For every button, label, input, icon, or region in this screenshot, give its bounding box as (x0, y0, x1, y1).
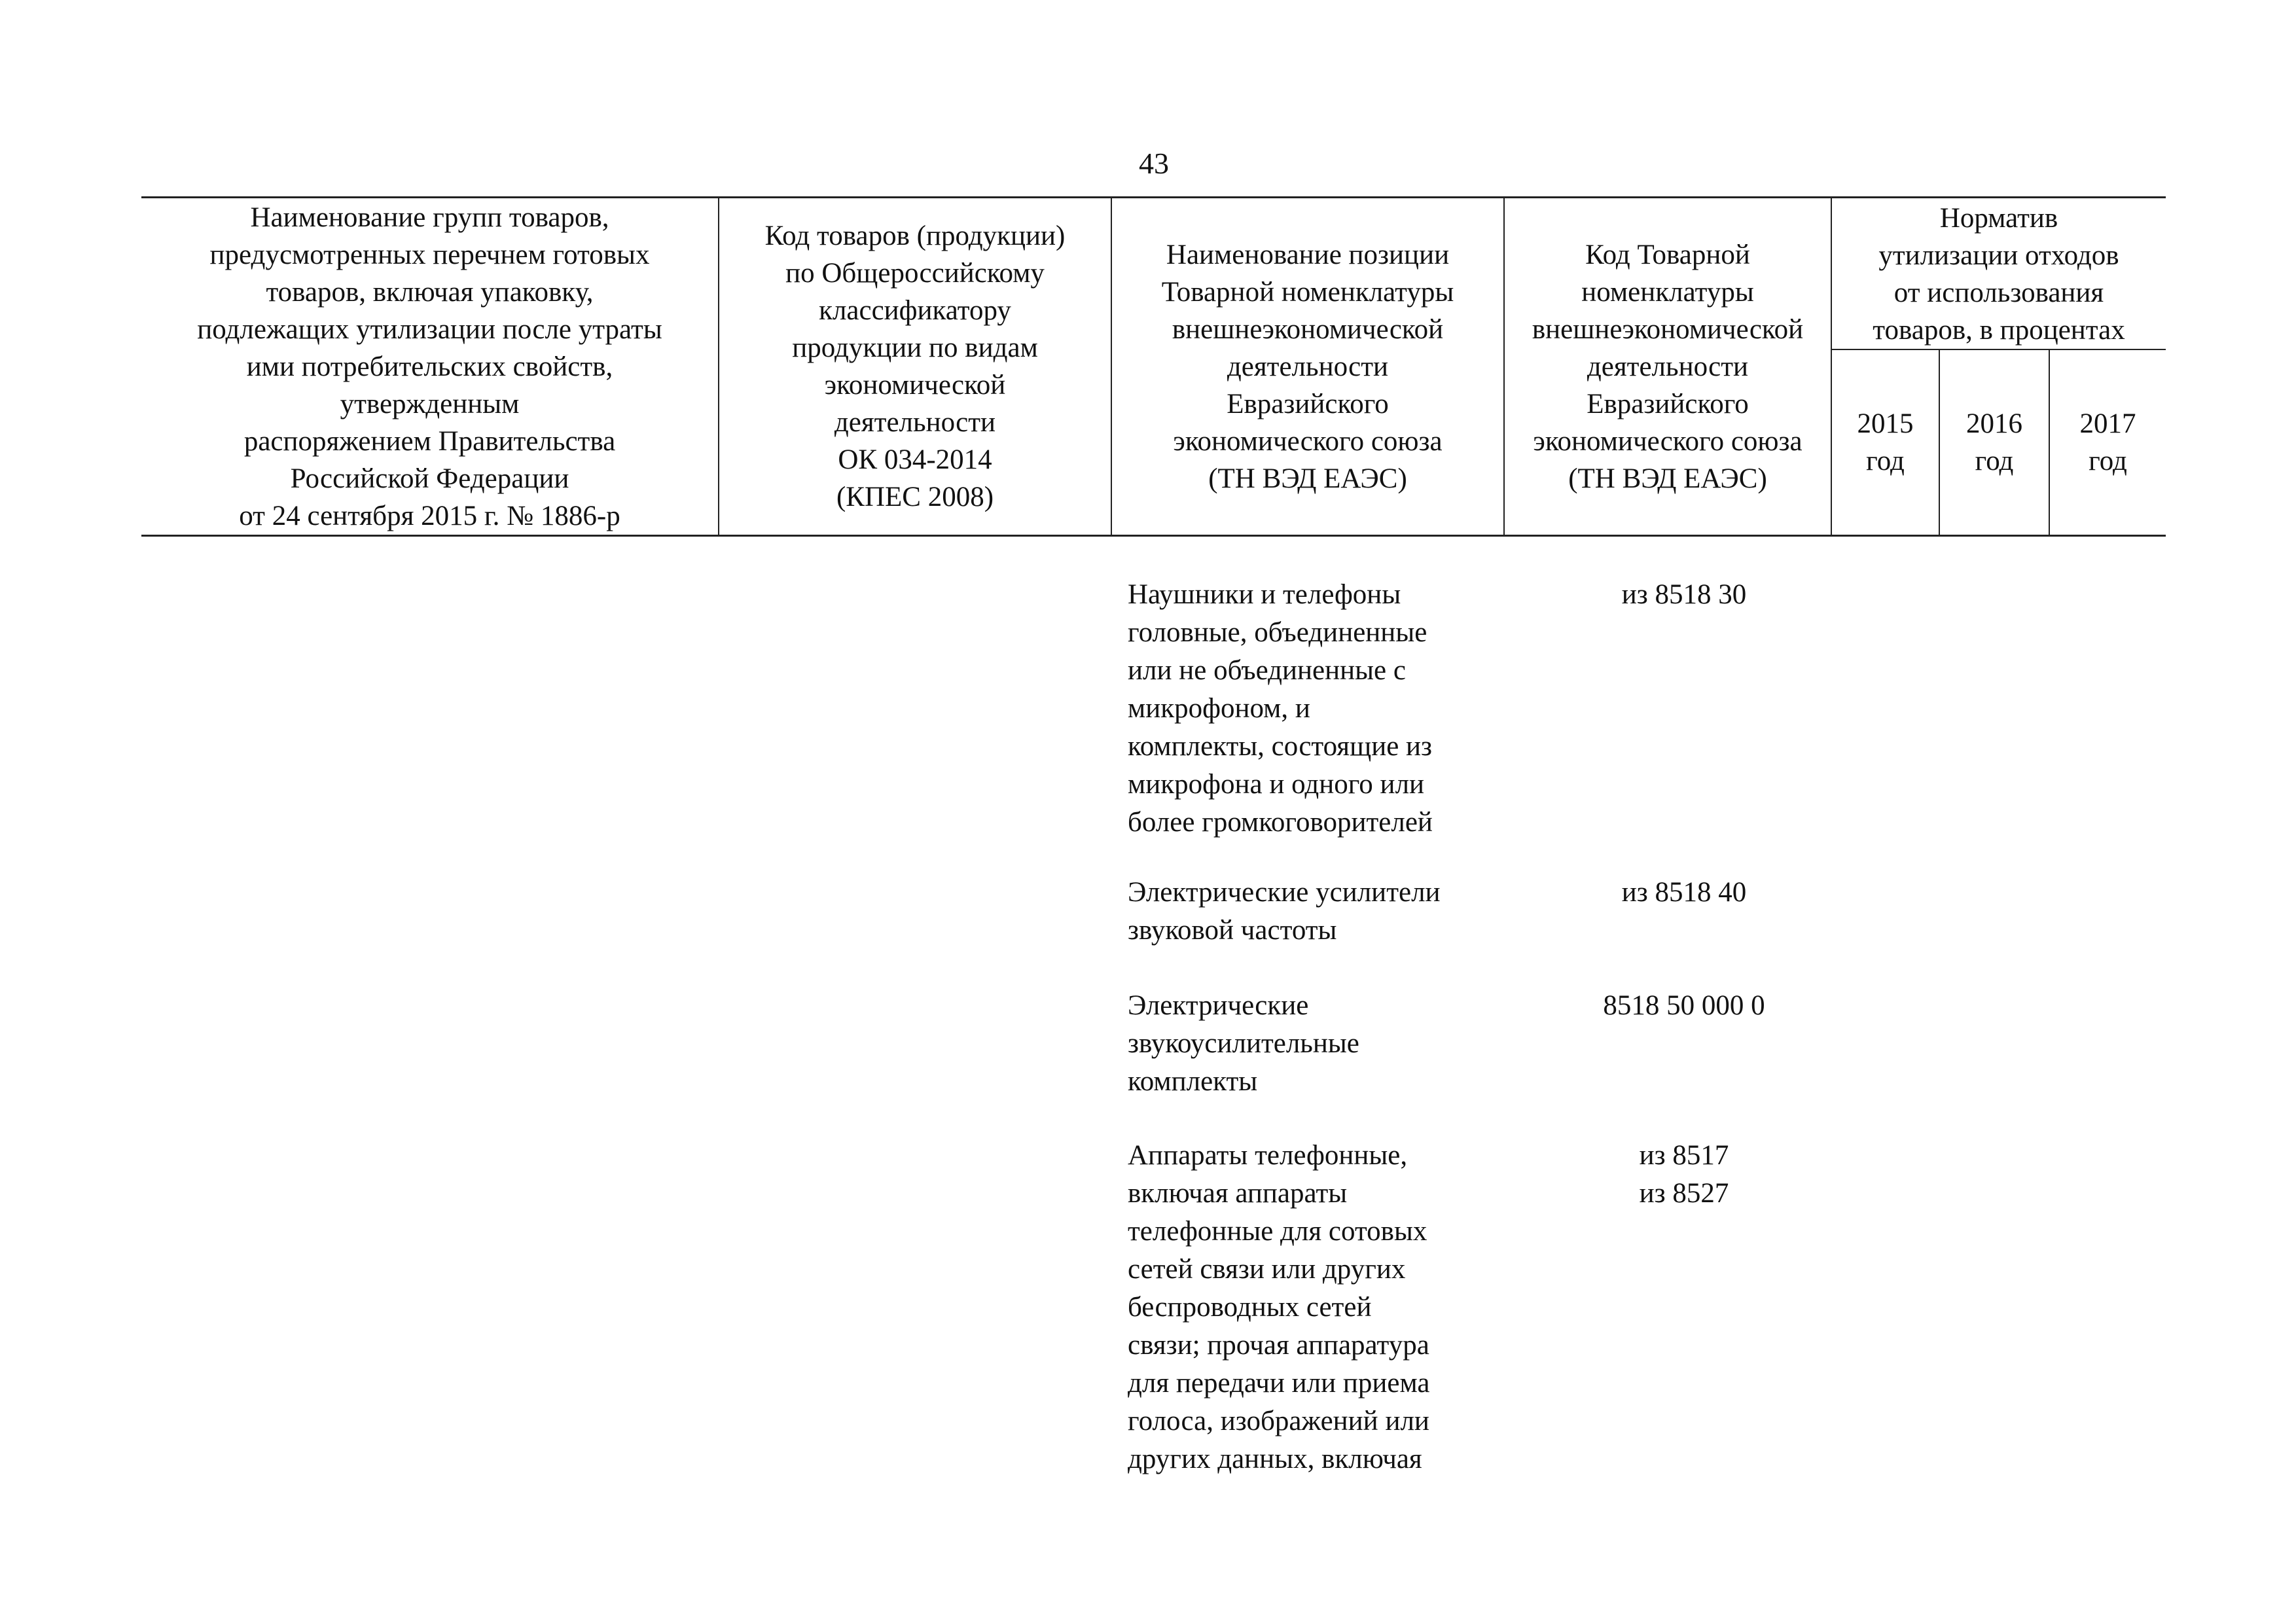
year-2017-unit: год (2089, 446, 2127, 476)
header-okpd-code: Код товаров (продукции) по Общероссийскому классификатору продукции по видам экономической деятельности ОК 034-2014 (КПЕС 2008) (719, 198, 1111, 536)
table-header (141, 196, 2166, 537)
header-year-2016 (1939, 349, 2049, 536)
row-product-name: Электрические усилители звуковой частоты (1128, 877, 1441, 946)
row-tnved-code: из 8518 30 (1621, 579, 1747, 610)
row-product-name: Наушники и телефоны головные, объединенные или не объединенные с микрофоном, и комплекты, состоящие из микрофона и одного или более громкоговорителей (1128, 579, 1433, 838)
row-tnved-code: 8518 50 000 0 (1603, 990, 1765, 1021)
page-number: 43 (1139, 147, 1169, 180)
year-2017-label: 2017 (2079, 408, 2136, 439)
row-product-name: Электрические звукоусилительные комплекты (1128, 990, 1359, 1097)
header-recycling-norm: Норматив утилизации отходов от использования товаров, в процентах (1831, 198, 2166, 350)
year-2016-label: 2016 (1966, 408, 2022, 439)
year-2015-unit: год (1866, 446, 1905, 476)
header-product-groups: Наименование групп товаров, предусмотренных перечнем готовых товаров, включая упаковку, подлежащих утилизации после утраты ими потребительских свойств, утвержденным распоряжением Правительства Российской Федерации от 24 сентября 2015 г. № 1886-р (141, 198, 719, 536)
year-2016-unit: год (1975, 446, 2014, 476)
header-year-2017 (2049, 349, 2166, 536)
row-tnved-code: из 8518 40 (1621, 877, 1747, 908)
row-product-name: Аппараты телефонные, включая аппараты телефонные для сотовых сетей связи или других беспроводных сетей связи; прочая аппаратура для передачи или приема голоса, изображений или других данных, включая (1128, 1140, 1430, 1474)
year-2015-label: 2015 (1857, 408, 1914, 439)
header-tnved-code: Код Товарной номенклатуры внешнеэкономической деятельности Евразийского экономического союза (ТН ВЭД ЕАЭС) (1504, 198, 1831, 536)
row-tnved-code: из 8517 из 8527 (1639, 1140, 1729, 1209)
header-year-2015 (1831, 349, 1939, 536)
header-tnved-name: Наименование позиции Товарной номенклатуры внешнеэкономической деятельности Евразийского экономического союза (ТН ВЭД ЕАЭС) (1111, 198, 1504, 536)
